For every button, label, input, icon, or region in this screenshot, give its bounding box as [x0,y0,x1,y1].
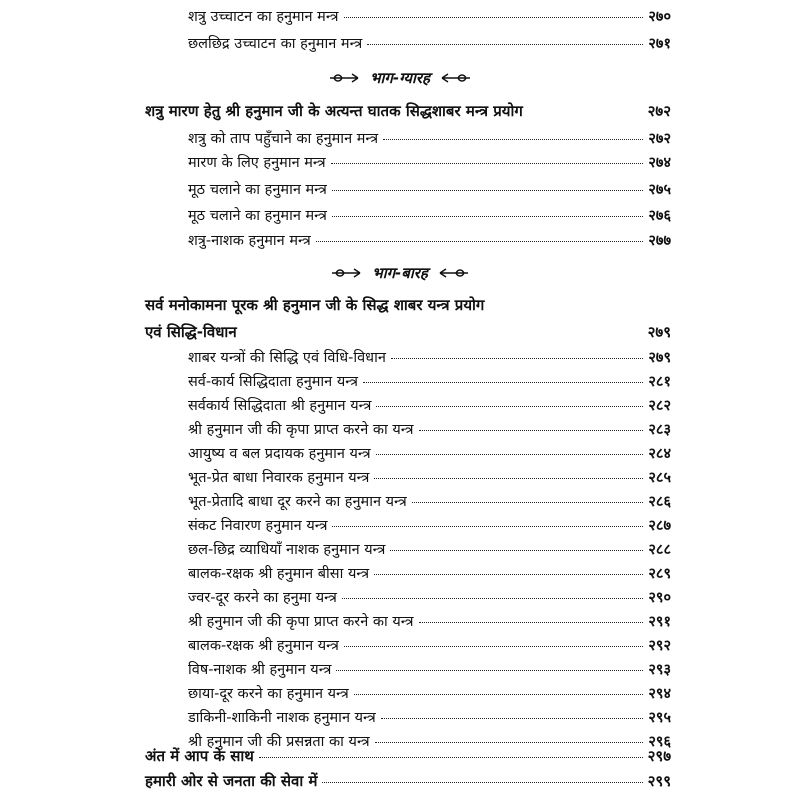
leader-dots [259,757,643,758]
toc-entry-title: अंत में आप के साथ [145,747,254,765]
toc-heading-line1[interactable]: सर्व मनोकामना पूरक श्री हनुमान जी के सिद्ध शाबर यन्त्र प्रयोग [145,296,485,314]
toc-entry-title: शत्रु-नाशक हनुमान मन्त्र [188,233,311,249]
toc-entry[interactable] [188,206,671,226]
toc-entry-title: हमारी ओर से जनता की सेवा में [145,772,318,790]
toc-heading[interactable] [145,101,671,121]
leader-dots [383,139,643,140]
toc-entry-title: आयुष्य व बल प्रदायक हनुमान यन्त्र [188,446,371,462]
leader-dots [376,454,644,455]
leader-dots [381,718,644,719]
toc-entry-page: २९६ [648,734,671,750]
toc-entry-page: २८६ [648,494,671,510]
toc-entry[interactable] [188,231,671,251]
toc-entry[interactable] [188,153,671,173]
toc-entry-title: संकट निवारण हनुमान यन्त्र [188,518,328,534]
leader-dots [374,574,643,575]
toc-entry[interactable] [145,771,671,791]
ornament-left-icon [330,268,366,278]
toc-entry-title: बालक-रक्षक श्री हनुमान बीसा यन्त्र [188,566,370,582]
part-label-text: भाग-बारह [372,264,428,282]
toc-entry-title: शत्रु उच्चाटन का हनुमान मन्त्र [188,9,339,25]
part-label-twelve [300,263,500,283]
toc-entry-page: २७५ [648,182,671,198]
toc-entry[interactable] [188,612,671,632]
toc-entry[interactable] [188,564,671,584]
leader-dots [331,163,644,164]
toc-heading-title: एवं सिद्धि-विधान [145,323,237,341]
toc-entry-page: २७९ [648,350,671,366]
toc-entry[interactable] [188,660,671,680]
toc-entry-title: श्री हनुमान जी की प्रसन्नता का यन्त्र [188,734,370,750]
leader-dots [376,406,643,407]
toc-entry[interactable] [188,540,671,560]
toc-entry-title: मूठ चलाने का हनुमान मन्त्र [188,208,327,224]
toc-entry-page: २७१ [648,36,671,52]
toc-entry-page: २९१ [648,614,671,630]
ornament-right-icon [434,268,470,278]
toc-entry-title: भूत-प्रेत बाधा निवारक हनुमान यन्त्र [188,470,370,486]
toc-entry[interactable] [188,7,671,27]
toc-entry[interactable] [188,396,671,416]
toc-entry-title: शत्रु को ताप पहुँचाने का हनुमान मन्त्र [188,131,379,147]
toc-entry[interactable] [188,372,671,392]
toc-entry-page: २९७ [647,747,671,765]
leader-dots [332,216,644,217]
toc-entry-title: भूत-प्रेतादि बाधा दूर करने का हनुमान यन्त्र [188,494,407,510]
leader-dots [332,526,643,527]
toc-entry-page: २७७ [648,233,671,249]
toc-entry-title: छलछिद्र उच्चाटन का हनुमान मन्त्र [188,36,363,52]
leader-dots [316,241,644,242]
leader-dots [344,17,644,18]
toc-entry-title: मूठ चलाने का हनुमान मन्त्र [188,182,327,198]
toc-entry-page: २९९ [647,772,671,790]
leader-dots [391,358,643,359]
toc-entry-page: २९५ [648,710,671,726]
leader-dots [390,550,643,551]
toc-entry-title: डाकिनी-शाकिनी नाशक हनुमान यन्त्र [188,710,376,726]
toc-entry-page: २७२ [648,131,671,147]
ornament-right-icon [436,73,472,83]
leader-dots [332,190,644,191]
toc-heading-page: २७९ [647,323,671,341]
toc-entry-title: विष-नाशक श्री हनुमान यन्त्र [188,662,332,678]
leader-dots [322,782,642,783]
part-label-eleven [300,68,500,88]
toc-entry-title: श्री हनुमान जी की कृपा प्राप्त करने का यन्त्र [188,422,414,438]
toc-heading-title: शत्रु मारण हेतु श्री हनुमान जी के अत्यन्त घातक सिद्धशाबर मन्त्र प्रयोग [145,102,523,120]
ornament-left-icon [328,73,364,83]
toc-entry-page: २७४ [648,155,671,171]
leader-dots [344,646,643,647]
toc-entry-page: २९४ [648,686,671,702]
toc-entry[interactable] [188,180,671,200]
leader-dots [419,622,644,623]
toc-entry-page: २९० [648,590,671,606]
toc-entry-page: २७६ [648,208,671,224]
toc-entry[interactable] [188,684,671,704]
toc-entry-page: २८८ [648,542,671,558]
toc-entry-page: २८५ [648,470,671,486]
leader-dots [367,44,643,45]
toc-entry-page: २८३ [648,422,671,438]
toc-entry[interactable] [188,34,671,54]
toc-entry[interactable] [145,746,671,766]
toc-entry-title: शाबर यन्त्रों की सिद्धि एवं विधि-विधान [188,350,386,366]
toc-entry[interactable] [188,348,671,368]
leader-dots [336,670,643,671]
toc-entry-title: सर्वकार्य सिद्धिदाता श्री हनुमान यन्त्र [188,398,372,414]
toc-entry[interactable] [188,468,671,488]
toc-entry-page: २८७ [648,518,671,534]
toc-heading[interactable] [145,322,671,342]
toc-entry-page: २८९ [648,566,671,582]
toc-entry-page: २८४ [648,446,671,462]
toc-entry[interactable] [188,444,671,464]
toc-heading-page: २७२ [647,102,671,120]
toc-entry-title: श्री हनुमान जी की कृपा प्राप्त करने का यन्त्र [188,614,414,630]
toc-entry-title: सर्व-कार्य सिद्धिदाता हनुमान यन्त्र [188,374,358,390]
toc-entry-page: २९३ [648,662,671,678]
toc-entry[interactable] [188,420,671,440]
toc-entry[interactable] [188,636,671,656]
toc-entry-page: २९२ [648,638,671,654]
part-label-text: भाग-ग्यारह [369,69,430,87]
toc-entry-title: बालक-रक्षक श्री हनुमान यन्त्र [188,638,339,654]
toc-entry-page: २८२ [648,398,671,414]
leader-dots [374,478,643,479]
toc-entry[interactable] [188,492,671,512]
toc-entry-title: छाया-दूर करने का हनुमान यन्त्र [188,686,349,702]
toc-entry[interactable] [188,588,671,608]
leader-dots [342,598,643,599]
toc-entry-page: २७० [648,9,671,25]
leader-dots [412,502,644,503]
leader-dots [419,430,644,431]
toc-entry-title: ज्वर-दूर करने का हनुमा यन्त्र [188,590,337,606]
toc-entry-page: २८१ [648,374,671,390]
leader-dots [375,742,644,743]
leader-dots [363,382,643,383]
toc-entry[interactable] [188,516,671,536]
toc-entry[interactable] [188,708,671,728]
toc-entry-title: मारण के लिए हनुमान मन्त्र [188,155,326,171]
leader-dots [354,694,644,695]
toc-entry-title: छल-छिद्र व्याधियाँ नाशक हनुमान यन्त्र [188,542,386,558]
toc-entry[interactable] [188,129,671,149]
